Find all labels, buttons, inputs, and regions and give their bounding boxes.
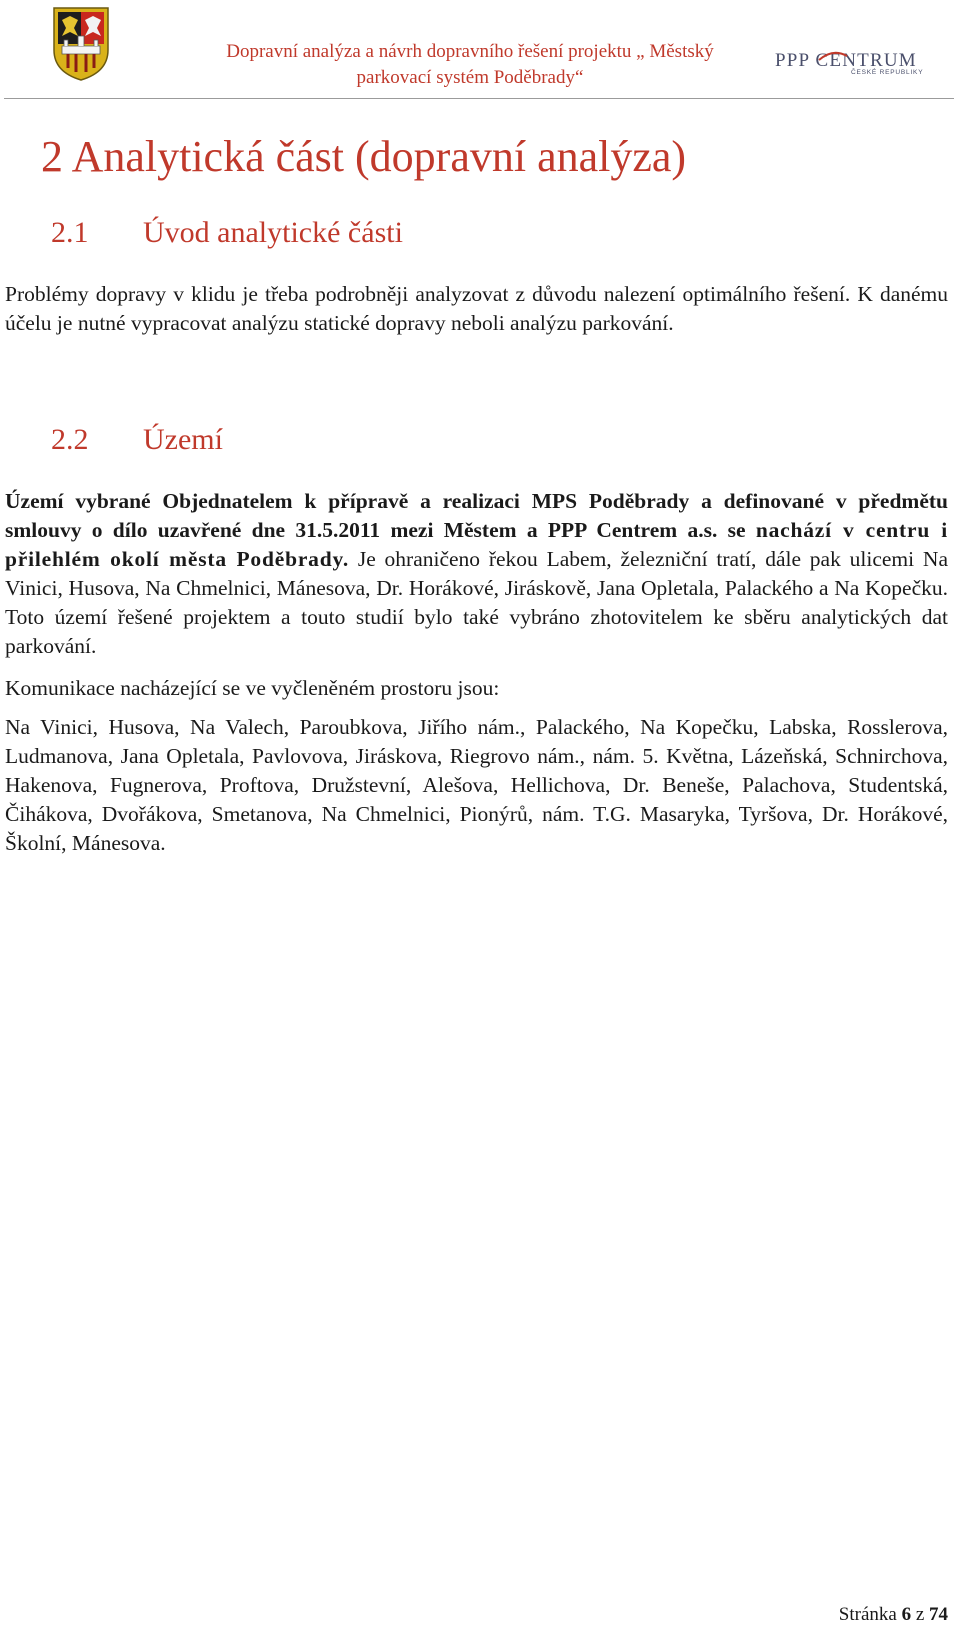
area-bold-text: Území vybrané Objednatelem k přípravě a realizaci MPS Poděbrady a definované v předmětu smlouvy o dílo uzavřené dne 31.5.2011 mezi Městem a PPP Centrem a.s. se (5, 489, 948, 542)
page-header (0, 0, 960, 100)
page-of: z (915, 1604, 925, 1625)
streets-list: Na Vinici, Husova, Na Valech, Paroubkova, Jiřího nám., Palackého, Na Kopečku, Labska, Rosslerova, Ludmanova, Jana Opletala, Pavlovova, Jiráskova, Riegrovo nám., nám. 5. Května, Lázeňská, Schnirchova, Hakenova, Fugnerova, Proftova, Družstevní, Alešova, Hellichova, Dr. Beneše, Palachova, Studentská, Čihákova, Dvořákova, Smetanova, Na Chmelnici, Pionýrů, nám. T.G. Masaryka, Tyršova, Dr. Horákové, Školní, Mánesova. (5, 715, 948, 855)
current-page: 6 (901, 1604, 912, 1625)
total-pages: 74 (929, 1604, 948, 1625)
section-title: Úvod analytické části (143, 216, 403, 249)
document-title (180, 39, 760, 91)
chapter-heading: 2 Analytická část (dopravní analýza) (41, 132, 687, 181)
document-title-line1: Dopravní analýza a návrh dopravního řešení projektu „ Městský (226, 41, 714, 62)
ppp-logo-subtext: ČESKÉ REPUBLIKY (851, 69, 924, 76)
communications-intro: Komunikace nacházející se ve vyčleněném prostoru jsou: (5, 676, 500, 700)
section-title: Území (143, 423, 223, 456)
header-divider (4, 98, 954, 99)
intro-paragraph: Problémy dopravy v klidu je třeba podrobněji analyzovat z důvodu nalezení optimálního řešení. K danému účelu je nutné vypracovat analýzu statické dopravy neboli analýzu parkování. (5, 282, 948, 335)
area-regular-text: Je ohraničeno řekou Labem, železniční tratí, dále pak ulicemi Na Vinici, Husova, Na Chmelnici, Mánesova, Dr. Horákové, Jiráskově, Jana Opletala, Palackého a Na Kopečku. Toto území řešené projektem a touto studií bylo také vybráno zhotovitelem ke sběru analytických dat parkování. (5, 547, 948, 658)
document-title-line2: parkovací systém Poděbrady“ (356, 67, 584, 88)
area-paragraph (5, 487, 948, 661)
section-number: 2.2 (51, 423, 89, 456)
ppp-logo-text: PPP CENTRUM (775, 50, 917, 71)
city-coat-of-arms-icon (52, 6, 110, 82)
page-number (839, 1604, 948, 1626)
section-heading-area (51, 422, 223, 458)
section-heading-intro (51, 215, 403, 251)
ppp-centrum-logo (775, 46, 947, 76)
page-label: Stránka (838, 1604, 897, 1625)
area-bold-text-location: nachází v centru i přilehlém okolí města Poděbrady. (5, 518, 948, 571)
section-number: 2.1 (51, 216, 89, 249)
